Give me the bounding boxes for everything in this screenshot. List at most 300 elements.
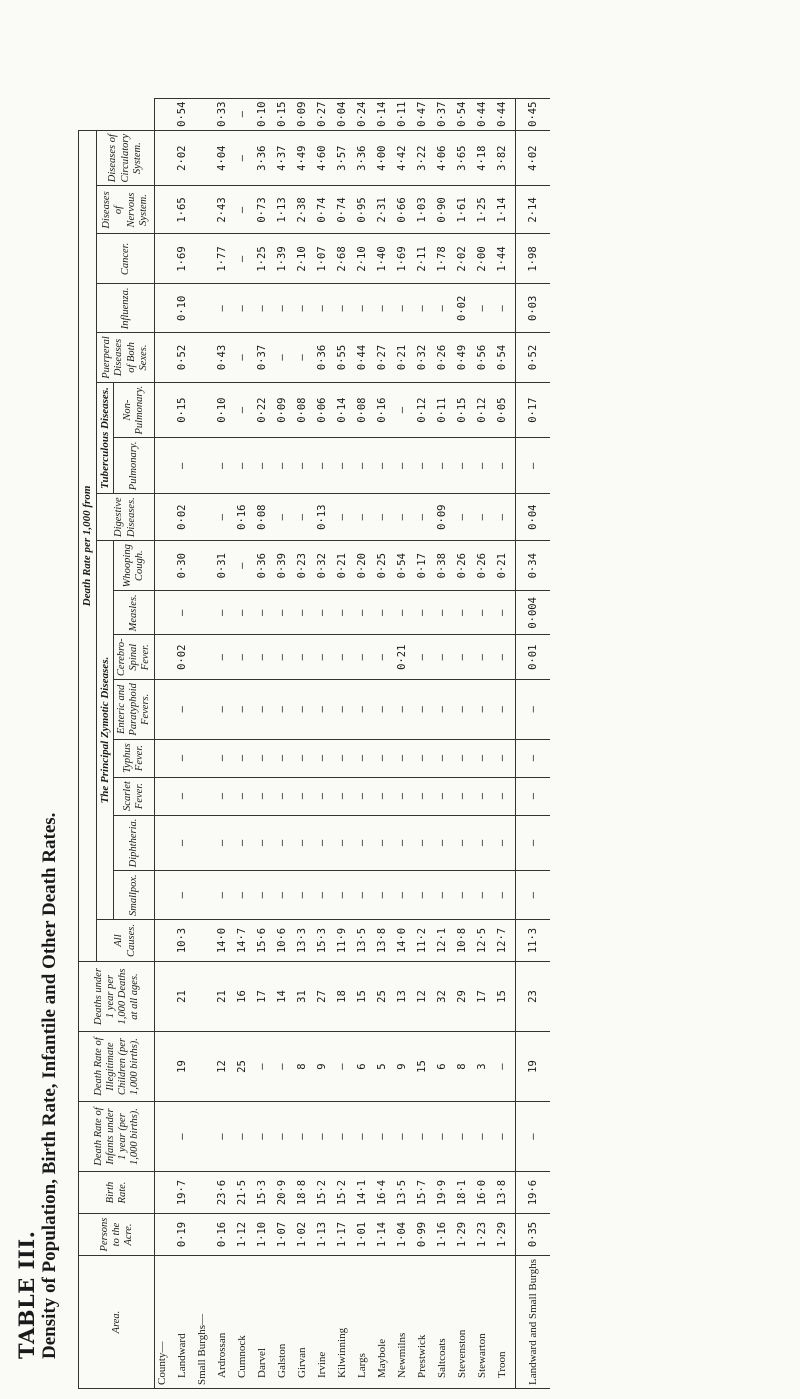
table-cell: — bbox=[455, 815, 475, 871]
table-cell: 0·36 bbox=[315, 333, 335, 383]
table-cell: 1·69 bbox=[175, 234, 195, 284]
table-cell: — bbox=[435, 591, 455, 635]
table-cell: 0·04 bbox=[516, 494, 551, 541]
table-cell: — bbox=[275, 680, 295, 740]
table-cell: — bbox=[495, 815, 516, 871]
table-cell: 13·5 bbox=[355, 920, 375, 962]
table-cell: — bbox=[335, 871, 355, 920]
table-cell: 13 bbox=[395, 962, 415, 1032]
table-cell bbox=[155, 1102, 176, 1172]
table-cell: — bbox=[275, 284, 295, 333]
table-cell: 1·29 bbox=[455, 1214, 475, 1256]
table-cell: — bbox=[495, 635, 516, 680]
table-row bbox=[275, 98, 295, 1388]
table-cell: 4·04 bbox=[215, 130, 235, 186]
table-cell: — bbox=[355, 1102, 375, 1172]
area-name: Kilwinning bbox=[335, 1256, 355, 1389]
table-cell: — bbox=[475, 777, 495, 815]
table-cell: 0·04 bbox=[335, 98, 355, 130]
table-cell: — bbox=[235, 591, 255, 635]
table-cell: — bbox=[516, 438, 551, 494]
table-cell: — bbox=[275, 815, 295, 871]
table-cell: — bbox=[435, 680, 455, 740]
table-cell: 5 bbox=[375, 1032, 395, 1102]
table-cell: — bbox=[475, 1102, 495, 1172]
table-cell: 0·08 bbox=[355, 382, 375, 438]
table-cell: — bbox=[415, 1102, 435, 1172]
table-cell: — bbox=[435, 1102, 455, 1172]
table-cell: 10·3 bbox=[175, 920, 195, 962]
table-cell: 0·99 bbox=[415, 1214, 435, 1256]
table-cell: 0·11 bbox=[435, 382, 455, 438]
table-cell: 0·21 bbox=[395, 333, 415, 383]
table-cell bbox=[195, 1172, 215, 1214]
table-cell: — bbox=[315, 815, 335, 871]
table-cell: — bbox=[275, 494, 295, 541]
table-cell: — bbox=[475, 680, 495, 740]
table-cell bbox=[195, 382, 215, 438]
table-cell: 1·12 bbox=[235, 1214, 255, 1256]
table-cell: 15·2 bbox=[335, 1172, 355, 1214]
table-cell: 19·9 bbox=[435, 1172, 455, 1214]
table-cell: — bbox=[295, 494, 315, 541]
table-cell: 0·17 bbox=[516, 382, 551, 438]
area-name: Landward bbox=[175, 1256, 195, 1389]
header-deaths-under-one: Deaths under 1 year per 1,000 Deaths at all ages. bbox=[79, 962, 155, 1032]
table-cell: — bbox=[255, 1032, 275, 1102]
table-cell: — bbox=[175, 680, 195, 740]
table-cell: 0·11 bbox=[395, 98, 415, 130]
table-cell: 0·47 bbox=[415, 98, 435, 130]
area-name: Girvan bbox=[295, 1256, 315, 1389]
table-cell: — bbox=[495, 284, 516, 333]
table-cell bbox=[195, 186, 215, 234]
table-row bbox=[415, 98, 435, 1388]
table-cell bbox=[155, 333, 176, 383]
table-cell: 1·23 bbox=[475, 1214, 495, 1256]
table-cell: — bbox=[175, 739, 195, 777]
table-cell: 0·52 bbox=[175, 333, 195, 383]
table-cell bbox=[155, 234, 176, 284]
table-cell: 1·07 bbox=[315, 234, 335, 284]
table-cell: — bbox=[375, 871, 395, 920]
table-cell: 1·07 bbox=[275, 1214, 295, 1256]
table-cell: — bbox=[255, 871, 275, 920]
table-cell: 11·3 bbox=[516, 920, 551, 962]
table-row bbox=[355, 98, 375, 1388]
table-cell: 10·6 bbox=[275, 920, 295, 962]
table-cell: 0·09 bbox=[295, 98, 315, 130]
table-cell: — bbox=[415, 591, 435, 635]
table-cell bbox=[155, 739, 176, 777]
table-cell: 21 bbox=[175, 962, 195, 1032]
table-cell: 16·4 bbox=[375, 1172, 395, 1214]
table-cell: — bbox=[295, 680, 315, 740]
table-cell bbox=[155, 186, 176, 234]
table-cell: 3·82 bbox=[495, 130, 516, 186]
table-cell bbox=[155, 1172, 176, 1214]
table-cell: 19·6 bbox=[516, 1172, 551, 1214]
table-cell: — bbox=[275, 438, 295, 494]
table-cell: — bbox=[215, 635, 235, 680]
header-enteric-fever: Enteric and Paratyphoid Fevers. bbox=[114, 680, 155, 740]
table-cell: 0·74 bbox=[335, 186, 355, 234]
table-cell: 0·10 bbox=[255, 98, 275, 130]
table-cell: — bbox=[255, 777, 275, 815]
table-cell: — bbox=[315, 635, 335, 680]
table-cell: 15·6 bbox=[255, 920, 275, 962]
table-cell: 0·21 bbox=[495, 541, 516, 591]
header-digestive: Digestive Diseases. bbox=[96, 494, 155, 541]
table-cell: 0·17 bbox=[415, 541, 435, 591]
table-cell: — bbox=[235, 382, 255, 438]
table-cell: — bbox=[415, 815, 435, 871]
table-cell bbox=[155, 438, 176, 494]
table-cell: 0·06 bbox=[315, 382, 335, 438]
table-cell: — bbox=[475, 284, 495, 333]
table-cell: — bbox=[475, 591, 495, 635]
area-name: Ardrossan bbox=[215, 1256, 235, 1389]
table-cell: — bbox=[455, 438, 475, 494]
table-cell: — bbox=[215, 591, 235, 635]
table-cell: 0·23 bbox=[295, 541, 315, 591]
table-cell: 4·42 bbox=[395, 130, 415, 186]
table-cell: 15 bbox=[355, 962, 375, 1032]
table-cell: 0·54 bbox=[455, 98, 475, 130]
table-cell: — bbox=[495, 777, 516, 815]
table-cell: 2·38 bbox=[295, 186, 315, 234]
table-cell bbox=[155, 1032, 176, 1102]
table-cell: 0·20 bbox=[355, 541, 375, 591]
table-cell: 0·09 bbox=[435, 494, 455, 541]
table-cell: — bbox=[215, 438, 235, 494]
table-cell: — bbox=[235, 1102, 255, 1172]
table-cell: 3·36 bbox=[255, 130, 275, 186]
table-cell: — bbox=[495, 1102, 516, 1172]
table-cell: 1·98 bbox=[516, 234, 551, 284]
table-cell: 1·13 bbox=[275, 186, 295, 234]
table-cell: 2·68 bbox=[335, 234, 355, 284]
table-cell: — bbox=[495, 1032, 516, 1102]
table-cell: 18·8 bbox=[295, 1172, 315, 1214]
table-cell: — bbox=[495, 438, 516, 494]
table-cell: 4·37 bbox=[275, 130, 295, 186]
table-cell: 2·10 bbox=[295, 234, 315, 284]
table-cell: — bbox=[175, 438, 195, 494]
table-cell: 0·12 bbox=[415, 382, 435, 438]
table-cell: 0·54 bbox=[395, 541, 415, 591]
table-cell: 3 bbox=[475, 1032, 495, 1102]
table-cell bbox=[195, 962, 215, 1032]
table-cell: 14 bbox=[275, 962, 295, 1032]
table-cell bbox=[155, 777, 176, 815]
table-cell: 0·45 bbox=[516, 98, 551, 130]
table-cell: — bbox=[375, 815, 395, 871]
table-cell: — bbox=[175, 591, 195, 635]
table-cell: — bbox=[455, 871, 475, 920]
table-cell: 0·38 bbox=[435, 541, 455, 591]
table-title bbox=[14, 20, 74, 1359]
area-name: Prestwick bbox=[415, 1256, 435, 1389]
table-cell bbox=[195, 438, 215, 494]
table-cell: — bbox=[435, 438, 455, 494]
table-number: TABLE III. bbox=[14, 1230, 39, 1359]
table-cell: — bbox=[215, 1102, 235, 1172]
table-cell: — bbox=[335, 438, 355, 494]
table-cell bbox=[195, 494, 215, 541]
table-cell: — bbox=[295, 635, 315, 680]
table-cell: 15 bbox=[495, 962, 516, 1032]
table-cell: 1·13 bbox=[315, 1214, 335, 1256]
table-cell: 0·15 bbox=[275, 98, 295, 130]
table-cell: — bbox=[516, 777, 551, 815]
table-cell: 0·13 bbox=[315, 494, 335, 541]
table-cell: 0·39 bbox=[275, 541, 295, 591]
table-cell: 12 bbox=[415, 962, 435, 1032]
header-nervous-system: Diseases of Nervous System. bbox=[96, 186, 155, 234]
table-cell: 0·21 bbox=[335, 541, 355, 591]
table-cell: — bbox=[235, 815, 255, 871]
header-measles: Measles. bbox=[114, 591, 155, 635]
table-cell: — bbox=[275, 777, 295, 815]
table-cell: 0·12 bbox=[475, 382, 495, 438]
table-cell: 0·26 bbox=[455, 541, 475, 591]
table-cell: 0·52 bbox=[516, 333, 551, 383]
table-cell bbox=[155, 541, 176, 591]
table-cell: 4·49 bbox=[295, 130, 315, 186]
table-cell: 2·14 bbox=[516, 186, 551, 234]
table-cell: 0·25 bbox=[375, 541, 395, 591]
table-cell: — bbox=[395, 777, 415, 815]
area-name: Cumnock bbox=[235, 1256, 255, 1389]
table-row bbox=[516, 98, 551, 1388]
table-cell: — bbox=[375, 1102, 395, 1172]
table-cell: 19·7 bbox=[175, 1172, 195, 1214]
table-cell: — bbox=[235, 438, 255, 494]
table-cell: 0·14 bbox=[335, 382, 355, 438]
area-name: Stewarton bbox=[475, 1256, 495, 1389]
table-cell: 4·06 bbox=[435, 130, 455, 186]
table-cell: — bbox=[175, 815, 195, 871]
table-cell: 0·02 bbox=[175, 635, 195, 680]
table-cell: 13·8 bbox=[495, 1172, 516, 1214]
table-cell: 3·36 bbox=[355, 130, 375, 186]
table-cell: — bbox=[335, 591, 355, 635]
table-cell: — bbox=[435, 635, 455, 680]
table-cell: 1·69 bbox=[395, 234, 415, 284]
table-cell: 0·15 bbox=[175, 382, 195, 438]
table-cell: 27 bbox=[315, 962, 335, 1032]
table-cell: 6 bbox=[355, 1032, 375, 1102]
table-cell: — bbox=[355, 777, 375, 815]
table-cell bbox=[155, 284, 176, 333]
table-cell: 8 bbox=[295, 1032, 315, 1102]
table-cell: 3·22 bbox=[415, 130, 435, 186]
table-cell: 23·6 bbox=[215, 1172, 235, 1214]
table-cell: — bbox=[315, 739, 335, 777]
table-cell: — bbox=[295, 871, 315, 920]
table-cell: 15·3 bbox=[315, 920, 335, 962]
table-cell: 0·44 bbox=[475, 98, 495, 130]
table-cell: — bbox=[516, 739, 551, 777]
table-cell: — bbox=[495, 494, 516, 541]
table-cell: 0·37 bbox=[255, 333, 275, 383]
statistics-table bbox=[78, 98, 550, 1389]
table-cell: 31 bbox=[295, 962, 315, 1032]
table-cell: 1·61 bbox=[455, 186, 475, 234]
table-row bbox=[295, 98, 315, 1388]
table-cell: 0·15 bbox=[455, 382, 475, 438]
header-infant-mortality: Death Rate of Infants under 1 year (per 1,000 births). bbox=[79, 1102, 155, 1172]
table-cell: 0·27 bbox=[315, 98, 335, 130]
table-cell: — bbox=[315, 1102, 335, 1172]
table-cell: 11·9 bbox=[335, 920, 355, 962]
header-typhus-fever: Typhus Fever. bbox=[114, 739, 155, 777]
table-cell: — bbox=[516, 680, 551, 740]
table-cell: 4·18 bbox=[475, 130, 495, 186]
table-cell: — bbox=[475, 739, 495, 777]
table-cell bbox=[195, 234, 215, 284]
table-cell: — bbox=[235, 186, 255, 234]
table-cell: — bbox=[315, 680, 335, 740]
table-cell: — bbox=[516, 1102, 551, 1172]
table-cell bbox=[195, 98, 215, 130]
table-cell: — bbox=[175, 1102, 195, 1172]
table-cell: 1·77 bbox=[215, 234, 235, 284]
table-cell: — bbox=[395, 739, 415, 777]
table-cell bbox=[155, 962, 176, 1032]
header-cerebro-spinal: Cerebro-Spinal Fever. bbox=[114, 635, 155, 680]
header-circulatory-system: Diseases of Circulatory System. bbox=[96, 130, 155, 186]
table-cell: — bbox=[295, 739, 315, 777]
table-cell: — bbox=[315, 284, 335, 333]
table-cell bbox=[155, 635, 176, 680]
table-cell: 2·02 bbox=[455, 234, 475, 284]
table-cell: — bbox=[275, 591, 295, 635]
table-cell: — bbox=[235, 739, 255, 777]
table-cell: 0·31 bbox=[215, 541, 235, 591]
table-cell: — bbox=[295, 591, 315, 635]
table-cell: — bbox=[315, 591, 335, 635]
table-cell: 0·26 bbox=[475, 541, 495, 591]
area-name: Galston bbox=[275, 1256, 295, 1389]
table-cell bbox=[155, 815, 176, 871]
table-cell: 23 bbox=[516, 962, 551, 1032]
table-row bbox=[215, 98, 235, 1388]
table-cell: 12·5 bbox=[475, 920, 495, 962]
table-cell: — bbox=[415, 494, 435, 541]
table-cell: — bbox=[355, 635, 375, 680]
table-cell: 1·25 bbox=[255, 234, 275, 284]
table-cell: — bbox=[215, 739, 235, 777]
table-cell: — bbox=[395, 382, 415, 438]
table-cell: — bbox=[215, 871, 235, 920]
table-cell: 0·49 bbox=[455, 333, 475, 383]
table-cell: — bbox=[235, 635, 255, 680]
table-cell: — bbox=[355, 815, 375, 871]
table-cell bbox=[155, 1214, 176, 1256]
table-cell: 2·00 bbox=[475, 234, 495, 284]
table-cell: 0·19 bbox=[175, 1214, 195, 1256]
table-cell: — bbox=[275, 1032, 295, 1102]
table-cell: 12·1 bbox=[435, 920, 455, 962]
table-cell: — bbox=[295, 1102, 315, 1172]
table-cell: 0·44 bbox=[495, 98, 516, 130]
table-cell: — bbox=[395, 438, 415, 494]
table-cell: 4·60 bbox=[315, 130, 335, 186]
table-cell: 1·25 bbox=[475, 186, 495, 234]
table-body bbox=[155, 98, 551, 1388]
table-cell: 0·26 bbox=[435, 333, 455, 383]
table-cell: — bbox=[335, 777, 355, 815]
table-cell: — bbox=[335, 815, 355, 871]
table-cell: — bbox=[255, 635, 275, 680]
table-cell: — bbox=[475, 438, 495, 494]
table-cell: 0·55 bbox=[335, 333, 355, 383]
header-whooping-cough: Whooping Cough. bbox=[114, 541, 155, 591]
table-cell: 0·02 bbox=[175, 494, 195, 541]
table-cell: 0·21 bbox=[395, 635, 415, 680]
area-name: Small Burghs— bbox=[195, 1256, 215, 1389]
table-cell: — bbox=[235, 777, 255, 815]
table-cell bbox=[195, 284, 215, 333]
table-cell: 17 bbox=[255, 962, 275, 1032]
table-cell bbox=[155, 680, 176, 740]
table-cell bbox=[195, 591, 215, 635]
header-cancer: Cancer. bbox=[96, 234, 155, 284]
table-cell: — bbox=[495, 739, 516, 777]
table-cell: — bbox=[255, 591, 275, 635]
table-cell: 0·66 bbox=[395, 186, 415, 234]
table-cell: — bbox=[235, 234, 255, 284]
table-cell: 0·73 bbox=[255, 186, 275, 234]
table-cell: — bbox=[516, 815, 551, 871]
table-cell: — bbox=[435, 871, 455, 920]
table-cell: — bbox=[375, 680, 395, 740]
table-cell: 0·02 bbox=[455, 284, 475, 333]
table-cell: — bbox=[255, 284, 275, 333]
table-cell: 0·22 bbox=[255, 382, 275, 438]
table-cell: — bbox=[335, 1032, 355, 1102]
table-cell bbox=[155, 382, 176, 438]
table-cell: — bbox=[455, 635, 475, 680]
area-name: Troon bbox=[495, 1256, 516, 1389]
table-cell: — bbox=[275, 1102, 295, 1172]
table-cell: 0·33 bbox=[215, 98, 235, 130]
table-cell: — bbox=[335, 739, 355, 777]
table-cell: 12·7 bbox=[495, 920, 516, 962]
table-cell: — bbox=[495, 591, 516, 635]
table-cell: — bbox=[335, 284, 355, 333]
table-cell: — bbox=[335, 1102, 355, 1172]
table-cell: — bbox=[315, 871, 335, 920]
table-cell: 9 bbox=[315, 1032, 335, 1102]
area-name: County— bbox=[155, 1256, 176, 1389]
table-cell: 0·90 bbox=[435, 186, 455, 234]
table-cell: — bbox=[375, 739, 395, 777]
table-row bbox=[235, 98, 255, 1388]
table-cell: — bbox=[435, 815, 455, 871]
table-cell: — bbox=[475, 635, 495, 680]
table-cell: 0·09 bbox=[275, 382, 295, 438]
table-cell: 10·8 bbox=[455, 920, 475, 962]
table-cell: 0·30 bbox=[175, 541, 195, 591]
table-cell: — bbox=[295, 333, 315, 383]
table-cell: — bbox=[275, 635, 295, 680]
table-cell: — bbox=[455, 777, 475, 815]
table-cell: 0·35 bbox=[516, 1214, 551, 1256]
table-cell bbox=[195, 1032, 215, 1102]
